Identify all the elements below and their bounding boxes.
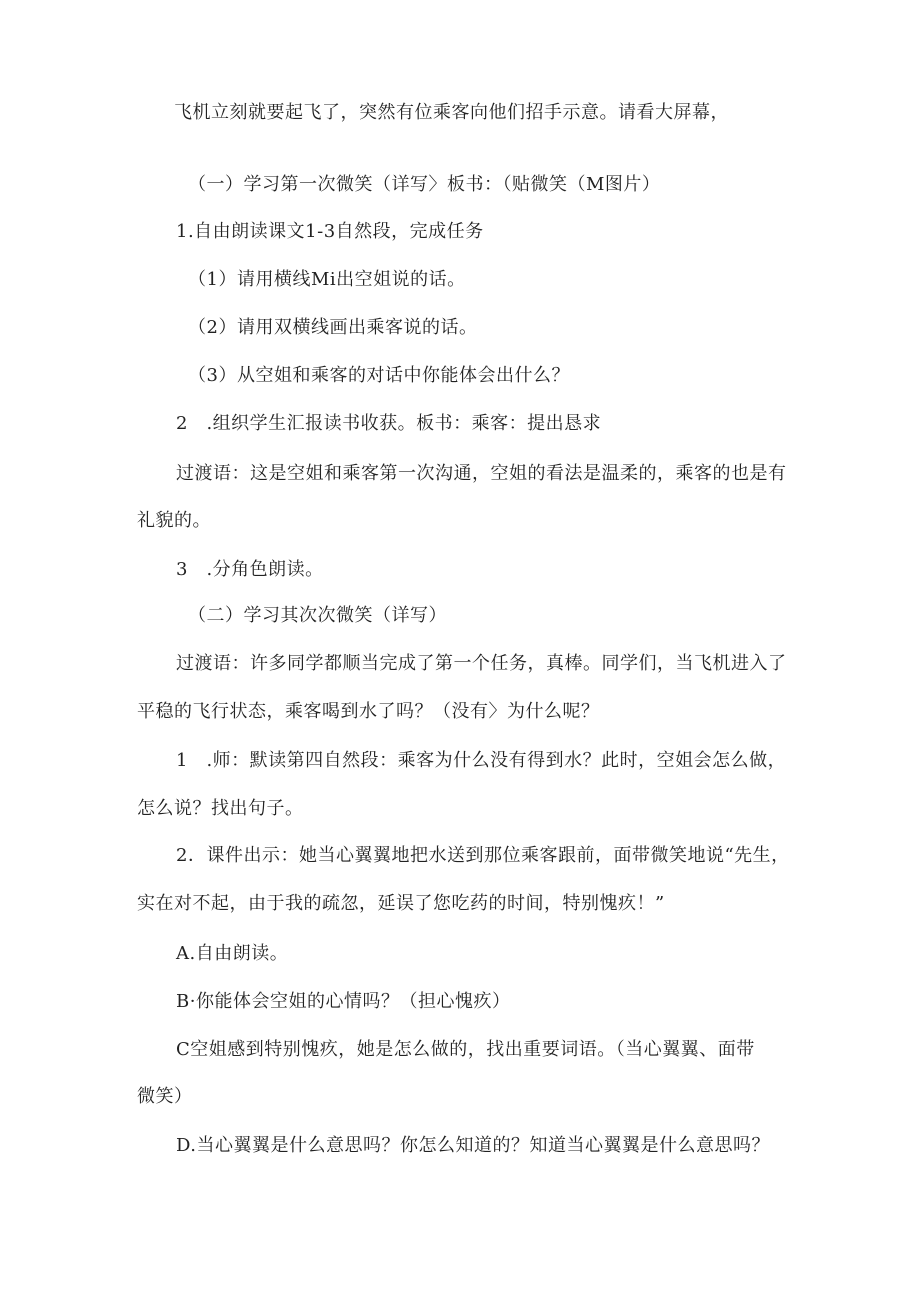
list-item-5b: 实在对不起，由于我的疏忽，延误了您吃药的时间，特别愧疚！” xyxy=(137,893,665,914)
task-item-2: （2）请用双横线画出乘客说的话。 xyxy=(188,317,478,338)
list-item-4b: 怎么说？找出句子。 xyxy=(137,798,304,819)
sub-item-c-line2: 微笑） xyxy=(137,1086,193,1107)
transition-line-1b: 礼貌的。 xyxy=(137,510,211,531)
transition-line-2a: 过渡语：许多同学都顺当完成了第一个任务，真棒。同学们，当飞机进入了 xyxy=(176,653,787,674)
section-heading-1: （一）学习第一次微笑（详写〉板书：（贴微笑（M图片） xyxy=(188,174,661,195)
transition-line-1a: 过渡语：这是空姐和乘客第一次沟通，空姐的看法是温柔的，乘客的也是有 xyxy=(176,463,787,484)
transition-line-2b: 平稳的飞行状态，乘客喝到水了吗？（没有〉为什么呢？ xyxy=(137,701,600,722)
task-item-3: （3）从空姐和乘客的对话中你能体会出什么？ xyxy=(188,365,570,386)
section-heading-2: （二）学习其次次微笑（详写） xyxy=(188,605,447,626)
task-item-1: （1）请用横线Mi出空姐说的话。 xyxy=(188,269,466,290)
list-item-2: 2 .组织学生汇报读书收获。板书：乘客：提出恳求 xyxy=(176,413,602,434)
sub-item-b: B·你能体会空姐的心情吗？（担心愧疚） xyxy=(176,991,511,1012)
sub-item-c-line1: C空姐感到特别愧疚，她是怎么做的，找出重要词语。（当心翼翼、面带 xyxy=(176,1039,755,1060)
paragraph-line-1: 飞机立刻就要起飞了，突然有位乘客向他们招手示意。请看大屏幕， xyxy=(174,102,729,123)
sub-item-d: D.当心翼翼是什么意思吗？你怎么知道的？知道当心翼翼是什么意思吗？ xyxy=(176,1135,771,1156)
list-item-4a: 1 .师：默读第四自然段：乘客为什么没有得到水？此时，空姐会怎么做， xyxy=(176,750,787,771)
list-item-1: 1.自由朗读课文1-3自然段，完成任务 xyxy=(176,221,484,242)
list-item-5a: 2．课件出示：她当心翼翼地把水送到那位乘客跟前，面带微笑地说“先生， xyxy=(176,845,790,866)
list-item-3: 3 .分角色朗读。 xyxy=(176,559,324,580)
sub-item-a: A.自由朗读。 xyxy=(176,943,289,964)
